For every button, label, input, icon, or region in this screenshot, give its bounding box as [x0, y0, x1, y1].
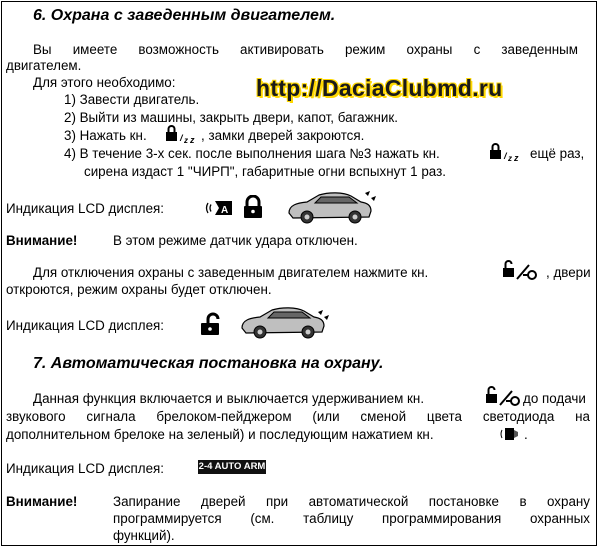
disable-line2: откроются, режим охраны будет отключен. [6, 282, 272, 297]
unlock-key-icon-2 [484, 385, 522, 407]
lcd-arm-icons [202, 195, 272, 221]
warning-line1: Запирание дверей при автоматической постановке в охрану [113, 494, 590, 509]
step-3-tail: , замки дверей закроются. [201, 128, 365, 143]
unlock-key-icon [501, 259, 539, 281]
svg-text:z: z [514, 153, 519, 162]
section7-line3: дополнительном брелоке на зеленый) и последующим нажатием кн. [6, 427, 434, 442]
step-4-line2: сирена издаст 1 "ЧИРП", габаритные огни вспыхнут 1 раз. [84, 164, 446, 179]
warning-label-2: Внимание! [6, 494, 78, 509]
lcd-label-3: Индикация LCD дисплея: [6, 461, 165, 476]
section6-heading: 6. Охрана с заведенным двигателем. [33, 7, 336, 24]
lcd-label-2: Индикация LCD дисплея: [6, 318, 165, 333]
lcd-label-1: Индикация LCD дисплея: [6, 201, 165, 216]
section7-line3-tail: . [524, 427, 528, 442]
lock-zz-icon [164, 124, 200, 144]
car-alarm-icon [285, 187, 381, 227]
step-4-tail: ещё раз, [530, 146, 585, 161]
step-1: 1) Завести двигатель. [64, 92, 200, 107]
warning-text-1: В этом режиме датчик удара отключен. [113, 233, 358, 248]
section7-heading: 7. Автоматическая постановка на охрану. [33, 355, 384, 372]
car-icon [238, 302, 334, 342]
step-2: 2) Выйти из машины, закрыть двери, капот, багажник. [64, 110, 398, 125]
section6-intro-line2: двигателем. [6, 58, 82, 73]
step-4: 4) В течение 3-х сек. после выполнения шага №3 нажать кн. [64, 146, 440, 161]
warning-line2: программируется (см. таблицу программирования охранных [113, 511, 590, 526]
disable-tail: , двери [546, 265, 591, 280]
svg-text:z: z [508, 154, 512, 162]
svg-text:z: z [184, 136, 188, 144]
warning-line3: функций). [113, 528, 175, 543]
svg-text:/: / [504, 151, 507, 161]
section7-line1: Данная функция включается и выключается удерживанием кн. [33, 391, 425, 406]
disable-line1: Для отключения охраны с заведенным двигателем нажмите кн. [33, 265, 429, 280]
section7-line1-tail: до подачи [523, 391, 586, 406]
unlock-icon [198, 311, 224, 337]
section6-need: Для этого необходимо: [33, 75, 176, 90]
warning-label-1: Внимание! [6, 233, 78, 248]
watermark: http://DaciaClubmd.ru [256, 75, 503, 101]
svg-text:z: z [190, 135, 195, 144]
key-fob-icon [500, 425, 520, 443]
auto-arm-badge: 2-4 AUTO ARM [198, 461, 266, 472]
svg-text:A: A [221, 205, 229, 216]
lock-zz-icon-2 [488, 142, 524, 162]
section7-line2: звукового сигнала брелоком-пейджером (или сменой цвета светодиода на [6, 409, 590, 424]
section6-intro-line1: Вы имеете возможность активировать режим охраны с заведенным [33, 42, 578, 57]
step-3: 3) Нажать кн. [64, 128, 147, 143]
svg-text:/: / [180, 133, 183, 143]
